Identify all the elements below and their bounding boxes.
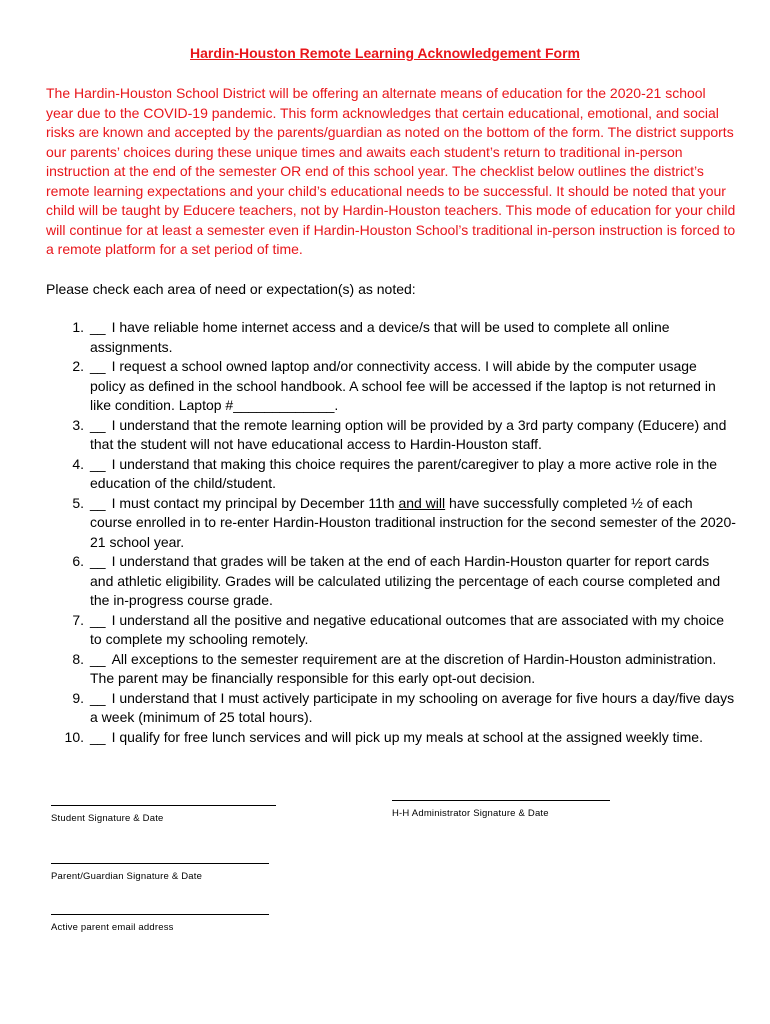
item-number: 2.	[72, 358, 84, 374]
student-signature-field[interactable]	[51, 805, 276, 824]
signature-line	[51, 805, 276, 806]
item-text: I understand all the positive and negative educational outcomes that are associated with my choice to complete my schooling remotely.	[90, 611, 725, 647]
item-number: 6.	[72, 553, 84, 569]
parent-email-label: Active parent email address	[51, 922, 174, 933]
item-number: 3.	[72, 416, 84, 433]
check-blank[interactable]: __	[90, 553, 106, 569]
item-text-pre: I must contact my principal by December 11th	[111, 494, 399, 511]
checklist-item	[46, 416, 736, 455]
item-text-underlined: and will	[398, 494, 446, 511]
student-signature-label: Student Signature & Date	[51, 813, 164, 824]
administrator-signature-label: H-H Administrator Signature & Date	[392, 808, 549, 819]
signature-line	[51, 863, 269, 864]
item-text: I understand that the remote learning option will be provided by a 3rd party company (Educere) and that the student will not have educational access to Hardin-Houston staff.	[90, 416, 727, 452]
check-blank[interactable]: __	[90, 416, 106, 433]
item-number: 5.	[72, 494, 84, 511]
item-text: I qualify for free lunch services and will pick up my meals at school at the assigned weekly time.	[111, 728, 703, 745]
checklist-item	[46, 728, 736, 748]
check-blank[interactable]: __	[90, 689, 106, 706]
item-text: All exceptions to the semester requirement are at the discretion of Hardin-Houston administration. The parent may be financially responsible for this early opt-out decision.	[90, 650, 717, 686]
check-blank[interactable]: __	[90, 728, 106, 745]
check-blank[interactable]: __	[90, 455, 106, 472]
item-number: 7.	[72, 611, 84, 628]
check-blank[interactable]: __	[90, 611, 106, 628]
check-blank[interactable]: __	[90, 358, 106, 374]
form-title: Hardin-Houston Remote Learning Acknowledgement Form	[190, 45, 580, 61]
checklist-item	[46, 552, 736, 611]
item-number: 8.	[72, 650, 84, 667]
item-text: I understand that making this choice requires the parent/caregiver to play a more active role in the education of the child/student.	[90, 455, 718, 491]
item-text: I request a school owned laptop and/or connectivity access. I will abide by the computer usage policy as defined in the school handbook. A school fee will be accessed if the laptop is not returned in like condition. Laptop #_____________.	[90, 358, 716, 413]
checklist-item	[46, 494, 736, 553]
check-blank[interactable]: __	[90, 494, 106, 511]
item-number: 10.	[64, 728, 84, 745]
checklist	[46, 318, 736, 747]
item-text: I understand that I must actively participate in my schooling on average for five hours a day/five days a week (minimum of 25 total hours).	[90, 689, 735, 725]
item-text: I have reliable home internet access and a device/s that will be used to complete all online assignments.	[90, 319, 670, 355]
checklist-instructions: Please check each area of need or expectation(s) as noted:	[46, 281, 416, 297]
checklist-item	[46, 689, 736, 728]
parent-signature-label: Parent/Guardian Signature & Date	[51, 871, 203, 882]
checklist-item	[46, 455, 736, 494]
administrator-signature-field[interactable]	[392, 800, 610, 819]
item-number: 4.	[72, 455, 84, 472]
check-blank[interactable]: __	[90, 319, 106, 335]
parent-email-field[interactable]	[51, 914, 269, 933]
checklist-item	[46, 611, 736, 650]
checklist-item	[46, 357, 736, 416]
item-text-post: have successfully completed ½ of each course enrolled in to re-enter Hardin-Houston traditional instruction for the second semester of the 2020-21 school year.	[90, 494, 736, 550]
signature-line	[51, 914, 269, 915]
check-blank[interactable]: __	[90, 650, 106, 667]
item-text: I understand that grades will be taken at the end of each Hardin-Houston quarter for report cards and athletic eligibility. Grades will be calculated utilizing the percentage of each course completed and the in-progress course grade.	[90, 553, 721, 608]
item-number: 1.	[72, 319, 84, 335]
checklist-item	[46, 318, 736, 357]
parent-signature-field[interactable]	[51, 863, 269, 882]
signature-line	[392, 800, 610, 801]
checklist-item	[46, 650, 736, 689]
item-number: 9.	[72, 689, 84, 706]
intro-paragraph: The Hardin-Houston School District will be offering an alternate means of education for the 2020-21 school year due to the COVID-19 pandemic. This form acknowledges that certain educational, emotional, and social risks are known and accepted by the parents/guardian as noted on the bottom of the form. The district supports our parents’ choices during these unique times and awaits each student’s return to traditional in-person instruction at the end of the semester OR end of this school year. The checklist below outlines the district’s remote learning expectations and your child’s educational needs to be successful. It should be noted that your child will be taught by Educere teachers, not by Hardin-Houston teachers. This mode of education for your child will continue for at least a semester even if Hardin-Houston School’s traditional in-person instruction is forced to a remote platform for a set period of time.	[46, 85, 736, 257]
